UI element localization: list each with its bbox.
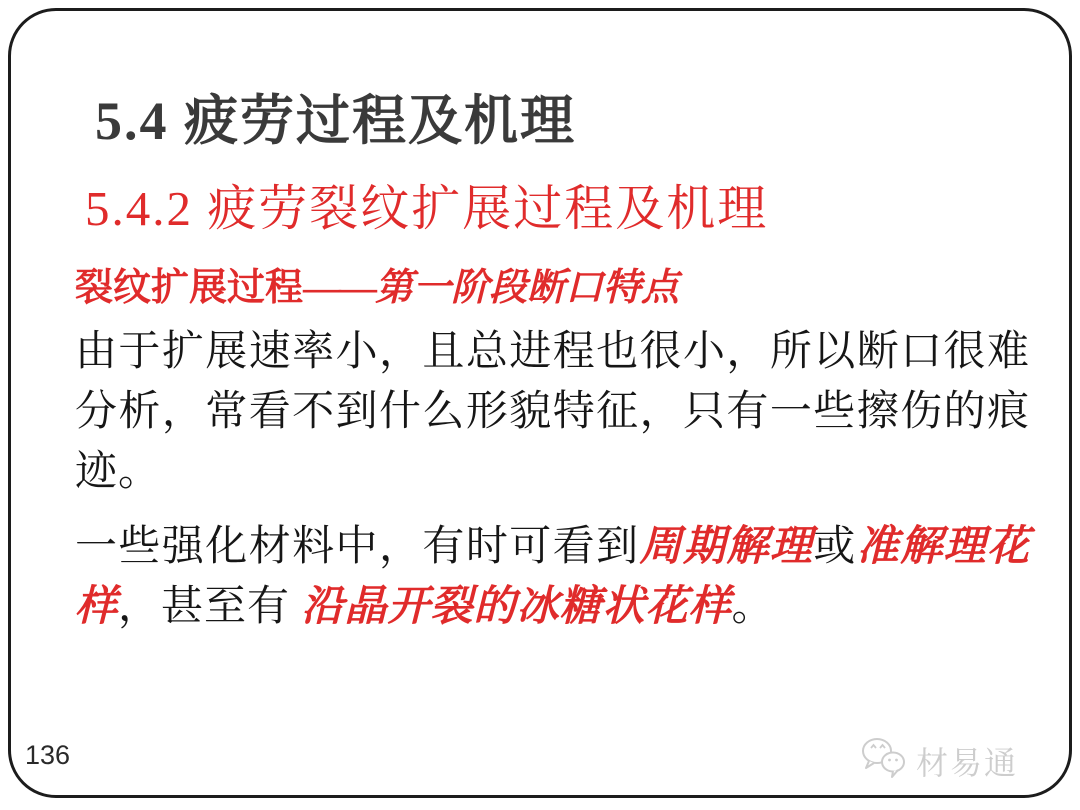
text-segment: ，甚至有 xyxy=(118,584,302,630)
emphasis-periodic-cleavage: 周期解理 xyxy=(639,524,814,570)
section-heading-dash: —— xyxy=(303,267,376,309)
emphasis-quasi-cleavage-pattern: 准解理花样 xyxy=(75,524,1030,630)
text-segment: 一些强化材料中，有时可看到 xyxy=(75,524,640,570)
emphasis-intergranular-rock-candy-pattern: 沿晶开裂的冰糖状花样 xyxy=(301,584,732,630)
text-segment: 或 xyxy=(813,524,857,570)
section-heading xyxy=(75,256,679,311)
chat-bubbles-icon xyxy=(860,736,910,785)
watermark-logo xyxy=(860,736,1018,785)
watermark-text: 材易通 xyxy=(915,744,1018,781)
paragraph-fracture-analysis: 由于扩展速率小，且总进程也很小，所以断口很难分析，常看不到什么形貌特征，只有一些擦伤的痕迹。 xyxy=(75,329,1030,495)
slide-title: 5.4 疲劳过程及机理 xyxy=(95,91,576,151)
page-number: 136 xyxy=(25,740,71,770)
slide-subtitle: 5.4.2 疲劳裂纹扩展过程及机理 xyxy=(85,181,769,236)
section-heading-emphasis: 第一阶段断口特点 xyxy=(375,267,680,309)
text-segment: 。 xyxy=(731,584,775,630)
paragraph-strengthened-materials xyxy=(75,517,1030,637)
section-heading-lead: 裂纹扩展过程 xyxy=(75,267,304,309)
